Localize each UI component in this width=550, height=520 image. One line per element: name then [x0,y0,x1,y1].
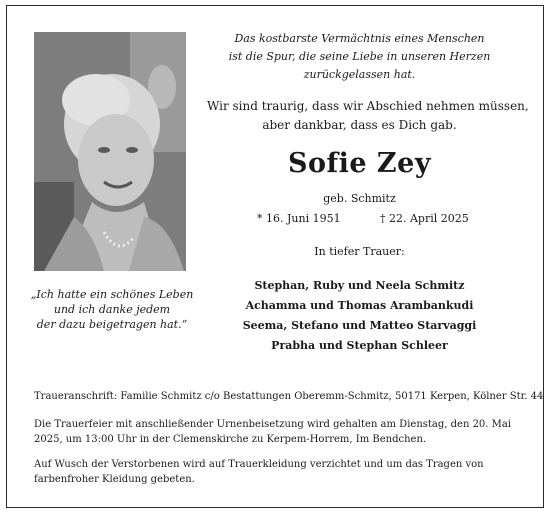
death-date: † 22. April 2025 [380,212,469,225]
funeral-service-info: Die Trauerfeier mit anschließender Urnenbeisetzung wird gehalten am Dienstag, den 20. Mai 2025, um 13:00 Uhr in der Clemenskirche zu Kerpem-Horrem, Im Bendchen. [34,419,512,445]
farewell-line: aber dankbar, dass es Dich gab. [262,118,457,132]
quote [27,287,197,332]
mourner-item: Achamma und Thomas Arambankudi [245,299,474,312]
motto-line: zurückgelassen hat. [303,68,416,81]
mourning-heading: In tiefer Trauer: [314,245,405,258]
quote-line: „Ich hatte ein schönes Leben [30,288,194,301]
mourning-address: Traueranschrift: Familie Schmitz c/o Bestattungen Oberemm-Schmitz, 50171 Kerpen, Kölner Str. 44 [34,391,544,402]
quote-line: der dazu beigetragen hat.“ [36,318,188,331]
mourner-item: Seema, Stefano und Matteo Starvaggi [242,319,477,332]
mourner-item: Prabha und Stephan Schleer [271,339,448,352]
mourner-list [207,276,512,356]
deceased-name: Sofie Zey [287,148,432,179]
motto-line: ist die Spur, die seine Liebe in unseren Herzen [228,50,491,63]
motto [207,30,512,84]
portrait-image [34,32,186,271]
obituary-notice [6,5,544,508]
mourner-item: Stephan, Ruby und Neela Schmitz [254,279,465,292]
farewell-line: Wir sind traurig, dass wir Abschied nehmen müssen, [207,99,529,113]
birth-name: geb. Schmitz [323,192,396,205]
motto-line: Das kostbarste Vermächtnis eines Menschen [234,32,485,45]
birth-date: * 16. Juni 1951 [257,212,341,225]
dress-code-info: Auf Wusch der Verstorbenen wird auf Trauerkleidung verzichtet und um das Tragen von farbenfroher Kleidung gebeten. [34,459,484,485]
quote-line: und ich danke jedem [53,303,171,316]
portrait-photo [34,32,186,271]
farewell-text [207,97,529,135]
